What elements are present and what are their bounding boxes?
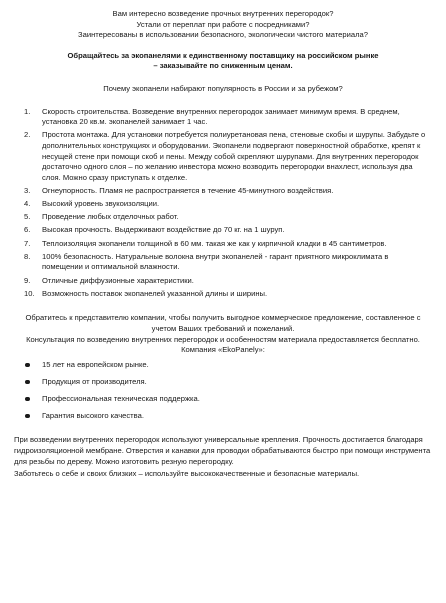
offer-line: – заказывайте по сниженным ценам.	[153, 61, 293, 71]
reason-item: Огнеупорность. Пламя не распространяется в течение 45-минутного воздействия.	[42, 185, 334, 195]
benefits-list	[14, 360, 432, 422]
benefit-item: Гарантия высокого качества.	[42, 411, 432, 422]
offer-line: Обращайтесь за экопанелями к единственному поставщику на российском рынке	[67, 50, 379, 60]
reason-item: Теплоизоляция экопанели толщиной в 60 мм. такая же как у кирпичной кладки в 45 сантиметров.	[42, 238, 387, 248]
why-heading: Почему экопанели набирают популярность в России и за рубежом?	[103, 83, 343, 93]
intro-questions	[14, 9, 432, 41]
closing-paragraph: При возведении внутренних перегородок используют универсальные крепления. Прочность достигается благодаря гидроизоляционной мембране. Отверстия и канавки для проводки обрабатываются быстро при помощи инструмента для резьбы по дереву. Можно изготовить резную перегородку.	[14, 435, 431, 466]
intro-question: Вам интересно возведение прочных внутренних перегородок?	[112, 9, 334, 18]
reason-item: 100% безопасность. Натуральные волокна внутри экопанелей - гарант приятного микроклимата в помещении и оптимальной влажности.	[42, 251, 389, 272]
closing-block	[14, 435, 432, 479]
intro-question: Заинтересованы в использовании безопасного, экологически чистого материала?	[78, 30, 368, 40]
company-name: Компания «EkoPanely»:	[181, 345, 265, 355]
intro-question: Устали от переплат при работе с посредниками?	[136, 19, 310, 29]
contact-line: Консультация по возведению внутренних перегородок и особенностям материала предоставляется бесплатно.	[26, 334, 420, 344]
benefit-item: Профессиональная техническая поддержка.	[42, 394, 432, 405]
reason-item: Высокая прочность. Выдерживают воздействие до 70 кг. на 1 шуруп.	[42, 225, 285, 235]
reason-item: Скорость строительства. Возведение внутренних перегородок занимает минимум время. В среднем, установка 20 кв.м. экопанелей занимает 1 час.	[42, 106, 400, 127]
benefit-item: Продукция от производителя.	[42, 377, 432, 388]
reason-item: Простота монтажа. Для установки потребуется полиуретановая пена, стеновые скобы и шурупы. Забудьте о дополнительных конструкциях и оборудовании. Экопанели подвергают поверхностной обработке, крепят к несущей стене при помощи скоб и пены. Между собой скрепляют шурупами. Для внутренних перегородок достаточно одного слоя – по желанию инвестора можно возводить перегородки внахлест, используя два слоя. Можно сразу приступать к отделке.	[42, 130, 426, 182]
reasons-list	[14, 107, 432, 300]
closing-slogan: Заботьтесь о себе и своих близких – используйте высококачественные и безопасные материалы.	[14, 469, 360, 479]
contact-block	[14, 313, 432, 355]
contact-line: Обратитесь к представителю компании, чтобы получить выгодное коммерческое предложение, составленное с учетом Ваших требований и пожеланий.	[25, 313, 421, 333]
offer-callout	[14, 51, 432, 72]
reason-item: Отличные диффузионные характеристики.	[42, 275, 194, 285]
reason-item: Возможность поставок экопанелей указанной длины и ширины.	[42, 288, 268, 298]
reason-item: Проведение любых отделочных работ.	[42, 212, 179, 222]
benefit-item: 15 лет на европейском рынке.	[42, 360, 432, 371]
reason-item: Высокий уровень звукоизоляции.	[42, 199, 160, 209]
